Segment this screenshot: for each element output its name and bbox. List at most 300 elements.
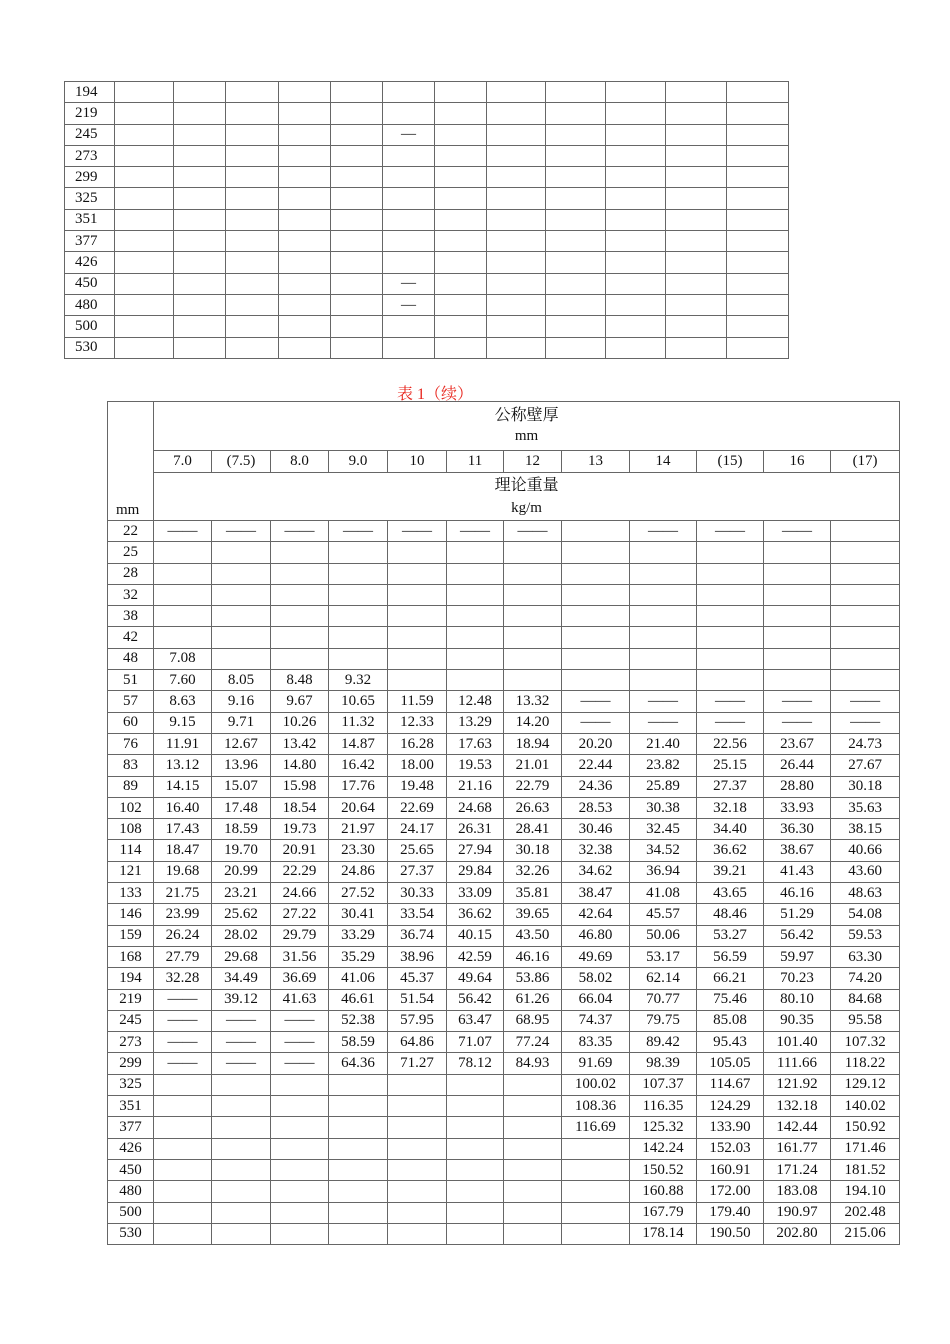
weight-cell: 9.32 — [329, 670, 388, 691]
weight-cell: 84.93 — [504, 1053, 562, 1074]
value-cell — [331, 209, 383, 230]
weight-cell: 20.91 — [271, 840, 329, 861]
weight-cell: 17.63 — [447, 733, 504, 754]
table-row — [108, 1202, 900, 1223]
weight-cell — [562, 563, 630, 584]
weight-cell: 42.64 — [562, 904, 630, 925]
weight-cell: 74.37 — [562, 1010, 630, 1031]
table-row — [65, 124, 789, 145]
weight-cell: 133.90 — [697, 1117, 764, 1138]
wall-thickness-unit: mm — [514, 428, 539, 444]
weight-cell: 48.46 — [697, 904, 764, 925]
value-cell — [226, 273, 279, 294]
weight-cell: 27.67 — [831, 755, 900, 776]
weight-cell: 101.40 — [764, 1032, 831, 1053]
weight-cell: 124.29 — [697, 1096, 764, 1117]
weight-cell: 11.32 — [329, 712, 388, 733]
weight-cell — [562, 648, 630, 669]
weight-cell — [212, 1202, 271, 1223]
table-caption: 表 1（续） — [396, 386, 473, 403]
weight-cell: 27.37 — [388, 861, 447, 882]
value-cell — [666, 231, 727, 252]
weight-cell: 43.50 — [504, 925, 562, 946]
weight-cell: 39.21 — [697, 861, 764, 882]
weight-cell: 85.08 — [697, 1010, 764, 1031]
value-cell: — — [383, 294, 435, 315]
weight-cell — [447, 1096, 504, 1117]
weight-cell: 18.59 — [212, 819, 271, 840]
weight-cell: —— — [697, 712, 764, 733]
value-cell — [226, 145, 279, 166]
weight-cell — [562, 1223, 630, 1244]
weight-cell: 150.52 — [630, 1159, 697, 1180]
weight-cell: 13.42 — [271, 733, 329, 754]
value-cell — [487, 82, 546, 103]
value-cell — [727, 231, 789, 252]
weight-cell — [447, 1181, 504, 1202]
weight-cell: 39.65 — [504, 904, 562, 925]
value-cell — [666, 294, 727, 315]
value-cell — [331, 124, 383, 145]
value-cell — [174, 103, 226, 124]
value-cell — [279, 337, 331, 358]
diameter-cell: 102 — [108, 797, 154, 818]
weight-cell: 18.54 — [271, 797, 329, 818]
value-cell — [115, 209, 174, 230]
weight-cell: 21.01 — [504, 755, 562, 776]
weight-cell: 25.65 — [388, 840, 447, 861]
weight-cell: —— — [154, 989, 212, 1010]
weight-cell: 63.30 — [831, 946, 900, 967]
diameter-cell: 377 — [108, 1117, 154, 1138]
weight-cell: —— — [212, 1053, 271, 1074]
weight-cell: 95.58 — [831, 1010, 900, 1031]
weight-cell: 19.73 — [271, 819, 329, 840]
table-row — [65, 103, 789, 124]
thickness-cell: 13 — [562, 451, 630, 473]
value-cell — [435, 167, 487, 188]
weight-cell — [388, 1138, 447, 1159]
weight-cell — [447, 542, 504, 563]
weight-cell: 13.29 — [447, 712, 504, 733]
value-cell — [727, 145, 789, 166]
weight-cell: 215.06 — [831, 1223, 900, 1244]
weight-cell: 21.75 — [154, 883, 212, 904]
weight-cell: 19.68 — [154, 861, 212, 882]
weight-cell — [271, 1181, 329, 1202]
thickness-cell: 16 — [764, 451, 831, 473]
weight-cell: 27.79 — [154, 946, 212, 967]
weight-cell — [504, 627, 562, 648]
value-cell — [279, 145, 331, 166]
value-cell — [606, 209, 666, 230]
table-row — [108, 776, 900, 797]
diameter-cell: 22 — [108, 521, 154, 542]
weight-cell: 27.94 — [447, 840, 504, 861]
weight-cell: 95.43 — [697, 1032, 764, 1053]
value-cell — [606, 337, 666, 358]
weight-cell: 28.80 — [764, 776, 831, 797]
weight-cell: 29.68 — [212, 946, 271, 967]
weight-cell — [504, 648, 562, 669]
value-cell — [279, 167, 331, 188]
weight-cell — [154, 1159, 212, 1180]
weight-cell: 66.04 — [562, 989, 630, 1010]
value-cell: — — [383, 124, 435, 145]
weight-cell — [154, 1202, 212, 1223]
weight-cell — [447, 606, 504, 627]
weight-cell: 13.12 — [154, 755, 212, 776]
weight-cell: 150.92 — [831, 1117, 900, 1138]
weight-cell: 27.22 — [271, 904, 329, 925]
value-cell — [174, 124, 226, 145]
weight-cell: 118.22 — [831, 1053, 900, 1074]
value-cell — [226, 252, 279, 273]
diameter-cell: 146 — [108, 904, 154, 925]
value-cell — [546, 252, 606, 273]
value-cell — [383, 231, 435, 252]
weight-cell — [154, 1138, 212, 1159]
weight-cell: 46.61 — [329, 989, 388, 1010]
weight-cell — [831, 627, 900, 648]
weight-cell: 28.02 — [212, 925, 271, 946]
value-cell — [331, 273, 383, 294]
thickness-row — [108, 451, 900, 473]
weight-cell: 105.05 — [697, 1053, 764, 1074]
weight-cell: 20.64 — [329, 797, 388, 818]
weight-cell: 20.99 — [212, 861, 271, 882]
weight-cell — [154, 606, 212, 627]
weight-cell: 32.38 — [562, 840, 630, 861]
weight-cell: 33.29 — [329, 925, 388, 946]
weight-cell: 9.67 — [271, 691, 329, 712]
value-cell — [727, 337, 789, 358]
weight-cell — [271, 1138, 329, 1159]
table-row — [108, 819, 900, 840]
weight-cell — [271, 1096, 329, 1117]
weight-cell: 161.77 — [764, 1138, 831, 1159]
value-cell — [226, 316, 279, 337]
thickness-cell: 12 — [504, 451, 562, 473]
weight-cell — [504, 606, 562, 627]
value-cell — [487, 294, 546, 315]
weight-cell — [764, 584, 831, 605]
weight-cell — [329, 1181, 388, 1202]
value-cell — [606, 145, 666, 166]
weight-cell: —— — [154, 1053, 212, 1074]
table-row — [108, 584, 900, 605]
weight-cell: 41.63 — [271, 989, 329, 1010]
weight-cell — [504, 1202, 562, 1223]
value-cell — [606, 316, 666, 337]
weight-unit: kg/m — [511, 500, 542, 516]
weight-cell: 66.21 — [697, 968, 764, 989]
weight-cell: 78.12 — [447, 1053, 504, 1074]
weight-cell: 36.62 — [447, 904, 504, 925]
weight-cell — [329, 1096, 388, 1117]
weight-cell: 35.29 — [329, 946, 388, 967]
weight-cell: —— — [447, 521, 504, 542]
value-cell — [727, 294, 789, 315]
weight-cell — [212, 1138, 271, 1159]
weight-cell: 75.46 — [697, 989, 764, 1010]
weight-cell: 26.63 — [504, 797, 562, 818]
diameter-cell: 351 — [108, 1096, 154, 1117]
weight-cell — [630, 542, 697, 563]
weight-cell: 77.24 — [504, 1032, 562, 1053]
value-cell — [279, 316, 331, 337]
value-cell — [226, 294, 279, 315]
value-cell — [727, 103, 789, 124]
weight-cell: 25.15 — [697, 755, 764, 776]
weight-cell — [504, 584, 562, 605]
weight-cell: 19.53 — [447, 755, 504, 776]
weight-cell: 142.24 — [630, 1138, 697, 1159]
weight-cell — [447, 1223, 504, 1244]
diameter-cell: 245 — [65, 124, 115, 145]
diameter-cell: 245 — [108, 1010, 154, 1031]
value-cell — [174, 294, 226, 315]
weight-cell: —— — [212, 1032, 271, 1053]
thickness-cell: 11 — [447, 451, 504, 473]
value-cell — [383, 188, 435, 209]
weight-cell — [212, 542, 271, 563]
value-cell — [115, 188, 174, 209]
value-cell — [546, 124, 606, 145]
value-cell — [546, 337, 606, 358]
diameter-cell: 168 — [108, 946, 154, 967]
table-row — [65, 337, 789, 358]
value-cell — [546, 167, 606, 188]
weight-cell: 24.66 — [271, 883, 329, 904]
weight-cell: 28.53 — [562, 797, 630, 818]
weight-cell: 152.03 — [697, 1138, 764, 1159]
weight-cell — [154, 1117, 212, 1138]
weight-cell — [562, 670, 630, 691]
weight-cell: 140.02 — [831, 1096, 900, 1117]
diameter-cell: 450 — [108, 1159, 154, 1180]
diameter-unit-header — [108, 402, 154, 521]
value-cell — [606, 188, 666, 209]
diameter-cell: 500 — [108, 1202, 154, 1223]
table-row — [108, 1074, 900, 1095]
value-cell — [546, 103, 606, 124]
weight-cell: 98.39 — [630, 1053, 697, 1074]
weight-cell — [447, 1074, 504, 1095]
weight-cell: 23.21 — [212, 883, 271, 904]
weight-cell: 34.62 — [562, 861, 630, 882]
value-cell — [666, 82, 727, 103]
weight-cell: 63.47 — [447, 1010, 504, 1031]
weight-cell — [562, 1138, 630, 1159]
weight-cell: 70.23 — [764, 968, 831, 989]
weight-cell: 41.06 — [329, 968, 388, 989]
weight-cell: —— — [697, 691, 764, 712]
diameter-cell: 108 — [108, 819, 154, 840]
value-cell — [606, 231, 666, 252]
thickness-cell: 10 — [388, 451, 447, 473]
weight-cell: 54.08 — [831, 904, 900, 925]
value-cell — [174, 252, 226, 273]
weight-cell: 19.70 — [212, 840, 271, 861]
value-cell — [174, 316, 226, 337]
weight-cell: 31.56 — [271, 946, 329, 967]
value-cell — [331, 252, 383, 273]
value-cell — [435, 252, 487, 273]
weight-cell: 7.60 — [154, 670, 212, 691]
weight-cell: 27.52 — [329, 883, 388, 904]
weight-cell: 160.91 — [697, 1159, 764, 1180]
value-cell — [115, 167, 174, 188]
weight-cell: 62.14 — [630, 968, 697, 989]
weight-cell: 53.17 — [630, 946, 697, 967]
weight-cell — [831, 584, 900, 605]
weight-cell — [271, 606, 329, 627]
diameter-cell: 194 — [108, 968, 154, 989]
weight-cell — [504, 1223, 562, 1244]
diameter-cell: 219 — [65, 103, 115, 124]
weight-cell: —— — [697, 521, 764, 542]
weight-cell: 46.16 — [504, 946, 562, 967]
weight-cell: 56.42 — [447, 989, 504, 1010]
weight-cell: —— — [630, 521, 697, 542]
diameter-cell: 426 — [108, 1138, 154, 1159]
weight-cell: 14.80 — [271, 755, 329, 776]
weight-cell: 64.86 — [388, 1032, 447, 1053]
weight-cell: 71.27 — [388, 1053, 447, 1074]
weight-cell: 43.65 — [697, 883, 764, 904]
value-cell — [666, 145, 727, 166]
diameter-cell: 530 — [65, 337, 115, 358]
table-row — [108, 733, 900, 754]
weight-cell: 12.67 — [212, 733, 271, 754]
value-cell: — — [383, 273, 435, 294]
value-cell — [331, 231, 383, 252]
value-cell — [546, 145, 606, 166]
weight-cell: 25.62 — [212, 904, 271, 925]
diameter-cell: 500 — [65, 316, 115, 337]
continued-table-fragment — [64, 81, 789, 359]
weight-cell — [630, 670, 697, 691]
diameter-cell: 159 — [108, 925, 154, 946]
value-cell — [383, 337, 435, 358]
value-cell — [435, 316, 487, 337]
weight-cell: 13.32 — [504, 691, 562, 712]
weight-cell: 32.26 — [504, 861, 562, 882]
table-row — [108, 691, 900, 712]
value-cell — [546, 316, 606, 337]
value-cell — [487, 145, 546, 166]
weight-cell: 107.37 — [630, 1074, 697, 1095]
weight-cell: 39.12 — [212, 989, 271, 1010]
weight-cell: 24.36 — [562, 776, 630, 797]
weight-cell — [388, 1096, 447, 1117]
weight-cell: 36.62 — [697, 840, 764, 861]
weight-cell — [764, 606, 831, 627]
diameter-cell: 377 — [65, 231, 115, 252]
value-cell — [487, 273, 546, 294]
value-cell — [727, 82, 789, 103]
weight-cell — [329, 1138, 388, 1159]
value-cell — [383, 209, 435, 230]
weight-cell: 36.69 — [271, 968, 329, 989]
weight-cell: 52.38 — [329, 1010, 388, 1031]
weight-cell: 21.97 — [329, 819, 388, 840]
value-cell — [606, 273, 666, 294]
value-cell — [666, 188, 727, 209]
weight-cell — [329, 1202, 388, 1223]
value-cell — [435, 294, 487, 315]
value-cell — [331, 82, 383, 103]
weight-cell — [154, 584, 212, 605]
weight-cell: 25.89 — [630, 776, 697, 797]
weight-cell: 32.28 — [154, 968, 212, 989]
diameter-cell: 273 — [108, 1032, 154, 1053]
weight-cell: —— — [154, 1010, 212, 1031]
weight-cell — [388, 1159, 447, 1180]
weight-cell: 38.47 — [562, 883, 630, 904]
weight-cell — [212, 1117, 271, 1138]
weight-cell: 30.46 — [562, 819, 630, 840]
weight-cell: 36.30 — [764, 819, 831, 840]
weight-cell: 17.43 — [154, 819, 212, 840]
weight-cell: 38.15 — [831, 819, 900, 840]
weight-cell: 59.53 — [831, 925, 900, 946]
weight-cell — [329, 1159, 388, 1180]
value-cell — [279, 231, 331, 252]
weight-cell: 10.26 — [271, 712, 329, 733]
value-cell — [279, 124, 331, 145]
value-cell — [487, 209, 546, 230]
weight-cell: 24.68 — [447, 797, 504, 818]
value-cell — [174, 188, 226, 209]
value-cell — [666, 103, 727, 124]
weight-header — [154, 473, 900, 521]
value-cell — [383, 316, 435, 337]
weight-cell — [154, 627, 212, 648]
weight-cell — [562, 584, 630, 605]
wall-thickness-header — [154, 402, 900, 451]
weight-cell — [630, 648, 697, 669]
value-cell — [115, 145, 174, 166]
weight-cell — [447, 1138, 504, 1159]
weight-cell: —— — [388, 521, 447, 542]
value-cell — [331, 188, 383, 209]
value-cell — [435, 231, 487, 252]
weight-cell — [504, 1096, 562, 1117]
weight-cell: 20.20 — [562, 733, 630, 754]
weight-cell: 9.15 — [154, 712, 212, 733]
weight-cell — [388, 1181, 447, 1202]
value-cell — [115, 103, 174, 124]
weight-cell — [154, 1074, 212, 1095]
value-cell — [226, 231, 279, 252]
weight-cell: 83.35 — [562, 1032, 630, 1053]
table-row — [108, 627, 900, 648]
weight-title: 理论重量 — [494, 477, 559, 494]
thickness-cell: (15) — [697, 451, 764, 473]
weight-cell: —— — [154, 521, 212, 542]
weight-cell: 21.40 — [630, 733, 697, 754]
weight-cell: 107.32 — [831, 1032, 900, 1053]
value-cell — [331, 316, 383, 337]
weight-cell: 42.59 — [447, 946, 504, 967]
value-cell — [279, 103, 331, 124]
weight-cell — [831, 521, 900, 542]
weight-cell: 34.49 — [212, 968, 271, 989]
weight-cell — [447, 648, 504, 669]
value-cell — [546, 209, 606, 230]
